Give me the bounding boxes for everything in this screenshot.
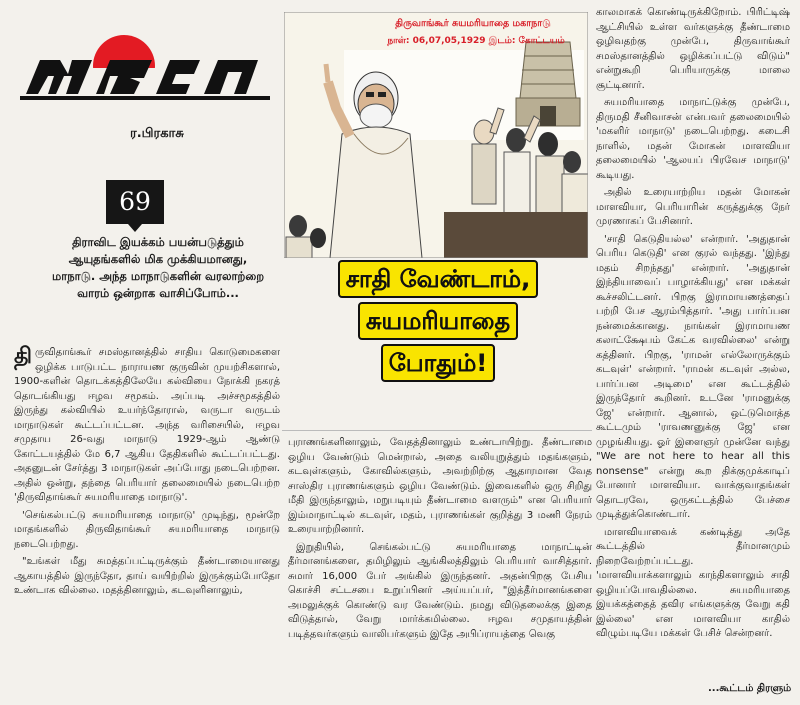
headline-line: போதும்! xyxy=(381,344,496,382)
masthead-logo xyxy=(12,12,274,102)
paragraph: 'சாதி கெடுதியல்ல' என்றார். 'அதுதான் பெரிய கெடுதி' என குரல் வந்தது. 'இந்து மதம் சிறந்தது' என்றார். 'அதுதான் இந்தியாவைப் பாழாக்கியது' என மக்கள் கூச்சலிட்டனர். பிறகு இராமாயணத்தைப் பற்றி பேச ஆரம்பித்தார். 'அது பார்ப்பன நன்மைக்கானது. நாங்கள் இராமாயண கலாட்க்ஷேபம் கேட்க வரவில்லை' என்று கத்தினர். பிறகு, 'ராமன் எல்லோருக்கும் கடவுள்' என்றார். 'ராமன் கடவுள் அல்ல, பார்ப்பன அடிமை' என கூட்டத்தில் இருந்தோர் கூறினர். உடனே 'ராமனுக்கு ஜே' என்றார். ஆனால், ஒட்டுமொத்த கூட்டமும் 'ராவணனுக்கு ஜே' என முழங்கியது. ஓர் இளைஞர் முன்னே வந்து "We are not here to hear all this nonsense" என்று கூற திக்குமுக்காடிப் போனார் மாளவியா. வாக்குவாதங்கள் தொடரவே, ஒருகட்டத்தில் பேச்சை முடித்துக்கொண்டார். xyxy=(596,233,790,520)
author-byline: ர.பிரகாசு xyxy=(130,126,184,141)
paragraph: "உங்கள் மீது சுமத்தப்பட்டிருக்கும் தீண்டாமையானது ஆகாயத்தில் இருந்தோ, தாய் வயிற்றில் இருக்கும்போதோ உண்டாக வில்லை. மதத்தினாலும், கடவுளினாலும், xyxy=(14,556,280,596)
article-column-1 xyxy=(14,346,280,602)
paragraph: சுயமரியாதை மாநாட்டுக்கு முன்பே, திருமதி சீனிவாசன் என்பவர் தலைமையில் 'மகளிர் மாநாடு' நடைபெற்றது. கடைசி நாளில், மதன் மோகன் மாளவியா தலைமையில் 'ஆலயப் பிரவேச மாநாடு' கூடியது. xyxy=(596,97,790,181)
temple-gopuram-icon xyxy=(516,42,580,126)
illustration xyxy=(284,12,588,258)
paragraph: 'செங்கல்பட்டு சுயமரியாதை மாநாடு' முடிந்து, மூன்றே மாதங்களில் திருவிதாங்கூர் சுயமரியாதை மாநாடு நடைபெற்றது. xyxy=(14,509,280,550)
episode-number-badge: 69 xyxy=(106,180,164,224)
paragraph: அதில் உரையாற்றிய மதன் மோகன் மாளவியா, பெரியாரின் கருத்துக்கு நேர் முரணாகப் பேசினார். xyxy=(596,187,790,227)
intro-text: திராவிட இயக்கம் பயன்படுத்தும் ஆயுதங்களில் மிக முக்கியமானது, மாநாடு. அந்த மாநாடுகளின் வரலாற்றை வாரம் ஒன்றாக வாசிப்போம்... xyxy=(51,235,265,300)
paragraph: புராணங்களினாலும், வேதத்தினாலும் உண்டாயிற்று. தீண்டாமை ஒழிய வேண்டும் மென்றால், அதை வலியுறுத்தும் மதங்களும், கடவுள்களும், கோவில்களும், அவற்றிற்கு ஆதாரமான வேத சாஸ்திர புராணங்களும் ஒழிய வேண்டும். இவைகளில் ஒரு சிறிது மீதி இருந்தாலும், மறுபடியும் தீண்டாமை வளரும்" என பெரியார் இம்மாநாட்டில் கடவுள், மதம், புராணங்கள் குறித்து 3 மணி நேரம் உரையாற்றினார். xyxy=(288,437,592,535)
headline-line: சாதி வேண்டாம், xyxy=(338,260,538,298)
headline xyxy=(282,258,594,384)
conference-banner-details: நாள்: 06,07,05,1929 இடம்: கோட்டயம் xyxy=(387,36,565,46)
paragraph: மாளவியாவைக் கண்டித்து அதே கூட்டத்தில் தீர்மானமும் நிறைவேற்றப்பட்டது. 'மாளவியாக்களாலும் காந்திகளாலும் சாதி ஒழியப்போவதில்லை. சுயமரியாதை இயக்கத்தைத் தவிர எங்களுக்கு வேறு கதி இல்லை' என மாளவியா காதில் விழும்படியே மக்கள் பேசிச் சென்றனர். xyxy=(596,526,790,639)
drop-cap: தி xyxy=(14,344,33,369)
continued-note: ...கூட்டம் திரளும் xyxy=(708,683,792,694)
article-column-3 xyxy=(596,6,790,645)
badge-pointer xyxy=(128,224,142,232)
paragraph: இறுதியில், செங்கல்பட்டு சுயமரியாதை மாநாட்டின் தீர்மானங்களை, தமிழிலும் ஆங்கிலத்திலும் பெரியார் வாசித்தார். சுமார் 16,000 பேர் அங்கில் இருந்தனர். அதன்பிறகு பேசிய கொச்சி சட்டசபை உறுப்பினர் அய்யப்பர், "இத்தீர்மானங்களை அமலுக்குக் கொண்டு வர வேண்டும். நமது விடுதலைக்கு இதை விடுத்தால், வேறு மார்க்கமில்லை. ஈழவ சமுதாயத்தின் படித்தவர்களும் வாலிபர்களும் இதே அபிப்ராயத்தை வெகு xyxy=(288,541,592,640)
conference-banner: திருவாங்கூர் சுயமரியாதை மகாநாடு xyxy=(395,18,551,29)
paragraph: காலமாகக் கொண்டிருக்கிறோம். பிரிட்டிஷ் ஆட்சியில் உள்ள வர்களுக்கு தீண்டாமை ஒழிவதற்கு முன்பே, திருவாங்கூர் சமஸ்தானத்தில் ஒழிக்கப்பட்டு விடும்" என்றுகூறி பெரியாருக்கு மாலை சூட்டினார். xyxy=(596,7,790,91)
divider xyxy=(282,430,592,431)
headline-line: சுயமரியாதை xyxy=(358,302,518,340)
article-column-2 xyxy=(288,436,592,645)
paragraph: திருவிதாங்கூர் சமஸ்தானத்தில் சாதிய கொடுமைகளை ஒழிக்க பாடுபட்ட நாராயண குருவின் முயற்சிகளால், 1900-களின் தொடக்கத்திலேயே கல்வியை நோக்கி நகரத் தொடங்கியது ஈழவ சமூகம். அப்படி அச்சமூகத்தில் இருந்து கல்வியில் உயர்ந்தோரால், வருடா வருடம் மாநாடுகள் கூட்டப்பட்டன. அந்த வரிசையில், ஈழவ சமுதாய 26-வது மாநாடு 1929-ஆம் ஆண்டு கோட்டயத்தில் மே 6,7 ஆகிய தேதிகளில் கூட்டப்பட்டது. அதனுடன் சேர்த்து 3 மாநாடுகள் அப்போது நடைபெற்றன. அதில் ஒன்று, தந்தை பெரியார் தலைமையில் நடைபெற்ற 'திருவிதாங்கூர் சுயமரியாதை மாநாடு'. xyxy=(14,344,280,503)
periyar-speaking-illustration xyxy=(284,12,588,258)
maanadu-logo-graphic xyxy=(12,12,274,102)
